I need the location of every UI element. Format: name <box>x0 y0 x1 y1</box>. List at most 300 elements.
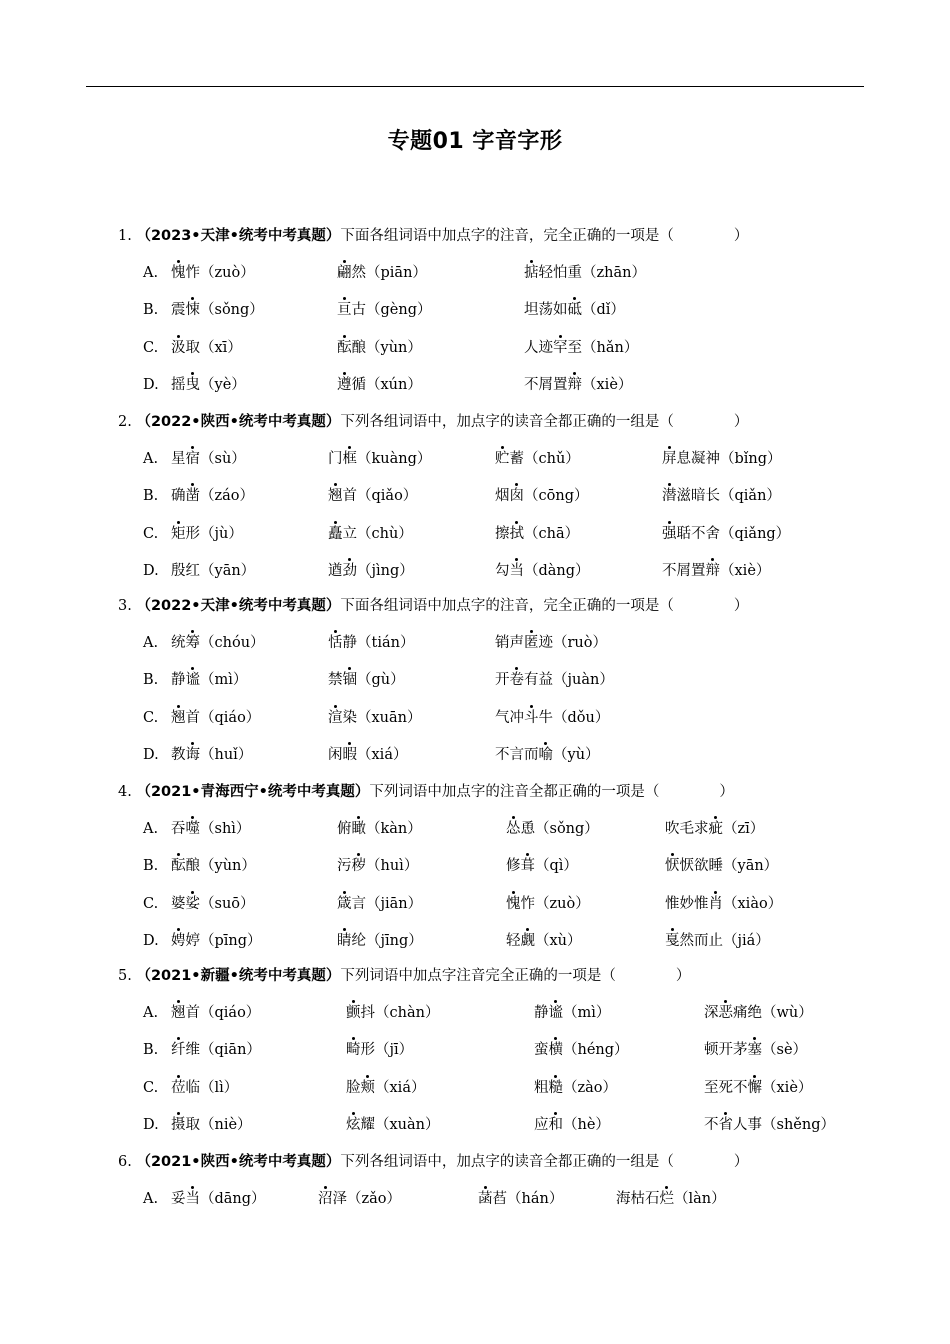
word-suffix: （xiè） <box>582 376 633 393</box>
word-prefix: 修 <box>506 858 521 875</box>
option-label: A. <box>143 635 159 652</box>
word-item <box>337 375 422 395</box>
answer-paren-close: ） <box>733 1154 749 1170</box>
word-suffix: （chóu） <box>200 635 265 652</box>
word-suffix: 首（qiǎo） <box>342 488 418 505</box>
word-suffix: 首（qiáo） <box>185 709 261 726</box>
word-suffix: 循（xún） <box>351 376 422 393</box>
word-suffix: （xiè） <box>720 562 771 579</box>
answer-paren-close: ） <box>733 414 749 430</box>
dotted-char: 愧 <box>171 265 186 282</box>
word-item <box>171 670 247 690</box>
dotted-char: 暇 <box>342 746 357 763</box>
option-label: C. <box>143 339 159 356</box>
word-prefix: 门 <box>328 451 343 468</box>
dotted-char: 翘 <box>171 709 186 726</box>
word-suffix: 牛（dǒu） <box>538 709 610 726</box>
question-text: 下面各组词语中加点字的注音，完全正确的一项是（ <box>340 598 674 614</box>
word-suffix: 酿（yùn） <box>185 858 256 875</box>
word-prefix: 静 <box>534 1005 549 1022</box>
dotted-char: 喻 <box>538 746 553 763</box>
word-prefix: 俯 <box>337 821 352 838</box>
option-label: D. <box>143 562 159 579</box>
word-item <box>704 1115 835 1135</box>
word-item <box>337 300 431 320</box>
option-label: C. <box>143 525 159 542</box>
word-suffix: （dàng） <box>524 562 590 579</box>
word-prefix: 脸 <box>346 1079 361 1096</box>
word-item <box>171 894 255 914</box>
word-item <box>524 338 638 358</box>
dotted-char: 曳 <box>185 376 200 393</box>
word-suffix: 聒不舍（qiǎng） <box>676 525 791 542</box>
dotted-char: 恹 <box>665 858 680 875</box>
dotted-char: 睛 <box>337 932 352 949</box>
word-suffix: （kàn） <box>366 821 422 838</box>
word-item <box>495 561 590 581</box>
word-item <box>665 894 782 914</box>
dotted-char: 翘 <box>328 488 343 505</box>
dotted-char: 框 <box>342 451 357 468</box>
dotted-char: 潜 <box>662 488 677 505</box>
word-prefix: 婆 <box>171 895 186 912</box>
question-source: （2023•天津•统考中考真题） <box>136 228 341 244</box>
word-item <box>337 338 422 358</box>
word-item <box>346 1078 425 1098</box>
dotted-char: 觑 <box>520 932 535 949</box>
word-suffix: 有益（juàn） <box>524 672 614 689</box>
word-prefix: 轻 <box>506 932 521 949</box>
option-label: D. <box>143 376 159 393</box>
word-suffix: （chā） <box>524 525 580 542</box>
word-suffix: （làn） <box>674 1191 726 1208</box>
word-item <box>346 1040 413 1060</box>
dotted-char: 翘 <box>171 1005 186 1022</box>
word-suffix: （jìng） <box>357 562 414 579</box>
word-item <box>171 263 255 283</box>
word-item <box>171 1078 238 1098</box>
word-prefix: 蛮 <box>534 1042 549 1059</box>
word-item <box>524 300 625 320</box>
word-suffix: 恿（sǒng） <box>520 821 599 838</box>
word-item <box>506 931 582 951</box>
word-prefix: 惟妙惟 <box>665 895 709 912</box>
word-item <box>171 931 262 951</box>
dotted-char: 亘 <box>337 302 352 319</box>
word-suffix: （huì） <box>366 858 419 875</box>
question-number: 4. <box>118 784 132 800</box>
word-prefix: 至死不 <box>704 1079 748 1096</box>
word-item <box>534 1040 629 1060</box>
dotted-char: 矗 <box>328 525 343 542</box>
word-item <box>704 1040 807 1060</box>
word-prefix: 教 <box>171 746 186 763</box>
question-number: 5. <box>118 968 132 984</box>
word-suffix: 形（jù） <box>185 525 243 542</box>
dotted-char: 菡 <box>478 1191 493 1208</box>
word-item <box>171 486 254 506</box>
word-suffix: 迹（ruò） <box>538 635 607 652</box>
dotted-char: 谧 <box>548 1005 563 1022</box>
dotted-char: 砥 <box>567 302 582 319</box>
dotted-char: 屏 <box>662 451 677 468</box>
word-item <box>337 856 418 876</box>
dotted-char: 凿 <box>185 488 200 505</box>
word-suffix: 轻怕重（zhān） <box>538 265 646 282</box>
dotted-char: 畸 <box>346 1042 361 1059</box>
dotted-char: 颊 <box>360 1079 375 1096</box>
question-source: （2022•陕西•统考中考真题） <box>136 414 341 430</box>
word-suffix: 取（xī） <box>185 339 242 356</box>
dotted-char: 炫 <box>346 1116 361 1133</box>
word-item <box>534 1078 617 1098</box>
dotted-char: 摄 <box>171 1116 186 1133</box>
dotted-char: 噬 <box>185 821 200 838</box>
option-label: D. <box>143 932 159 949</box>
word-item <box>495 745 600 765</box>
word-suffix: （sè） <box>762 1042 808 1059</box>
dotted-char: 娑 <box>185 895 200 912</box>
word-suffix: 临（lì） <box>185 1079 239 1096</box>
option-label: D. <box>143 746 159 763</box>
dotted-char: 箴 <box>337 895 352 912</box>
word-suffix: 首（qiáo） <box>185 1005 261 1022</box>
option-label: C. <box>143 1079 159 1096</box>
option-label: B. <box>143 488 159 505</box>
word-suffix: （xiá） <box>357 746 408 763</box>
word-item <box>171 449 246 469</box>
word-suffix: 静（tián） <box>342 635 415 652</box>
word-prefix: 吞 <box>171 821 186 838</box>
dotted-char: 懈 <box>747 1079 762 1096</box>
dotted-char: 渲 <box>328 709 343 726</box>
word-item <box>346 1003 439 1023</box>
dotted-char: 汲 <box>171 339 186 356</box>
question-number: 3. <box>118 598 132 614</box>
word-item <box>171 633 265 653</box>
word-suffix: （shì） <box>200 821 251 838</box>
word-prefix: 确 <box>171 488 186 505</box>
word-suffix: 怍（zuò） <box>185 265 255 282</box>
word-item <box>337 894 422 914</box>
word-suffix: 形（jī） <box>360 1042 414 1059</box>
word-item <box>495 708 609 728</box>
word-suffix: 然而止（jiá） <box>679 932 770 949</box>
word-suffix: 恹欲睡（yān） <box>679 858 779 875</box>
word-prefix: 统 <box>171 635 186 652</box>
word-prefix: 不 <box>704 1116 719 1133</box>
dotted-char: 囱 <box>509 488 524 505</box>
word-prefix: 海枯石 <box>616 1191 660 1208</box>
word-item <box>665 856 778 876</box>
word-item <box>524 263 646 283</box>
option-label: B. <box>143 302 159 319</box>
word-item <box>328 670 405 690</box>
word-suffix: 至（hǎn） <box>567 339 639 356</box>
word-suffix: （yè） <box>200 376 246 393</box>
word-suffix: （dǐ） <box>582 302 625 319</box>
word-item <box>171 1003 260 1023</box>
word-suffix: 立（chù） <box>342 525 413 542</box>
word-prefix: 震 <box>171 302 186 319</box>
word-item <box>171 856 256 876</box>
word-item <box>171 524 243 544</box>
dotted-char: 矩 <box>171 525 186 542</box>
word-item <box>328 561 414 581</box>
word-suffix: （xiè） <box>762 1079 813 1096</box>
dotted-char: 翩 <box>337 265 352 282</box>
word-item <box>616 1189 726 1209</box>
word-prefix: 应 <box>534 1116 549 1133</box>
word-item <box>171 561 255 581</box>
dotted-char: 戛 <box>665 932 680 949</box>
word-suffix: （sǒng） <box>200 302 264 319</box>
word-suffix: （hè） <box>563 1116 610 1133</box>
word-item <box>328 708 422 728</box>
word-suffix: （héng） <box>563 1042 629 1059</box>
word-suffix: 取（niè） <box>185 1116 252 1133</box>
word-suffix: 古（gèng） <box>351 302 432 319</box>
word-suffix: （mì） <box>200 672 248 689</box>
word-suffix: 纶（jīng） <box>351 932 423 949</box>
dotted-char: 莅 <box>171 1079 186 1096</box>
dotted-char: 秽 <box>351 858 366 875</box>
dotted-char: 瞰 <box>351 821 366 838</box>
word-prefix: 深 <box>704 1005 719 1022</box>
question-stem <box>118 1152 748 1172</box>
word-prefix: 遒 <box>328 562 343 579</box>
page-title: 专题01 字音字形 <box>387 129 563 154</box>
question-source: （2021•陕西•统考中考真题） <box>136 1154 341 1170</box>
word-prefix: 销声 <box>495 635 524 652</box>
word-prefix: 闲 <box>328 746 343 763</box>
word-suffix: 酿（yùn） <box>351 339 422 356</box>
answer-paren-close: ） <box>733 228 749 244</box>
word-item <box>171 708 260 728</box>
question-stem <box>118 226 748 246</box>
dotted-char: 匿 <box>524 635 539 652</box>
dotted-char: 诲 <box>185 746 200 763</box>
word-prefix: 不言而 <box>495 746 539 763</box>
word-prefix: 烟 <box>495 488 510 505</box>
word-item <box>506 856 578 876</box>
option-label: C. <box>143 895 159 912</box>
word-suffix: （xù） <box>535 932 582 949</box>
dotted-char: 纤 <box>171 1042 186 1059</box>
word-suffix: （záo） <box>200 488 255 505</box>
dotted-char: 酝 <box>171 858 186 875</box>
word-suffix: 然（piān） <box>351 265 427 282</box>
dotted-char: 宿 <box>185 451 200 468</box>
word-suffix: 染（xuān） <box>342 709 422 726</box>
dotted-char: 酝 <box>337 339 352 356</box>
word-suffix: 萏（hán） <box>492 1191 564 1208</box>
dotted-char: 当 <box>185 1191 200 1208</box>
dotted-char: 卷 <box>509 672 524 689</box>
word-item <box>662 524 790 544</box>
word-suffix: 婷（pīng） <box>185 932 262 949</box>
dotted-char: 当 <box>509 562 524 579</box>
word-suffix: 痛绝（wù） <box>733 1005 813 1022</box>
word-item <box>704 1003 813 1023</box>
word-item <box>478 1189 563 1209</box>
word-prefix: 人迹 <box>524 339 553 356</box>
dotted-char: 烂 <box>659 1191 674 1208</box>
dotted-char: 葺 <box>520 858 535 875</box>
dotted-char: 横 <box>548 1042 563 1059</box>
question-text: 下列词语中加点字的注音全都正确的一项是（ <box>369 784 660 800</box>
word-prefix: 气冲 <box>495 709 524 726</box>
word-prefix: 吹毛求 <box>665 821 709 838</box>
word-suffix: （suō） <box>200 895 255 912</box>
word-suffix: （zào） <box>563 1079 618 1096</box>
word-item <box>534 1115 610 1135</box>
word-suffix: 蓄（chǔ） <box>509 451 580 468</box>
answer-paren-close: ） <box>675 968 691 984</box>
word-item <box>662 486 781 506</box>
word-item <box>337 263 427 283</box>
dotted-char: 遵 <box>337 376 352 393</box>
option-label: B. <box>143 1042 159 1059</box>
word-item <box>524 375 632 395</box>
word-prefix: 粗 <box>534 1079 549 1096</box>
option-label: B. <box>143 858 159 875</box>
word-prefix: 摇 <box>171 376 186 393</box>
word-item <box>328 633 414 653</box>
question-text: 下列各组词语中，加点字的读音全都正确的一组是（ <box>340 414 674 430</box>
word-suffix: （gù） <box>357 672 405 689</box>
word-item <box>328 449 431 469</box>
question-source: （2022•天津•统考中考真题） <box>136 598 341 614</box>
word-prefix: 禁 <box>328 672 343 689</box>
word-prefix: 不屑置 <box>524 376 568 393</box>
option-label: D. <box>143 1116 159 1133</box>
option-label: A. <box>143 821 159 838</box>
option-label: A. <box>143 265 159 282</box>
dotted-char: 掂 <box>524 265 539 282</box>
word-prefix: 擦 <box>495 525 510 542</box>
dotted-char: 辩 <box>705 562 720 579</box>
dotted-char: 和 <box>548 1116 563 1133</box>
word-item <box>171 819 250 839</box>
word-prefix: 星 <box>171 451 186 468</box>
word-item <box>495 670 614 690</box>
dotted-char: 谧 <box>185 672 200 689</box>
word-suffix: （mì） <box>563 1005 611 1022</box>
word-item <box>171 745 252 765</box>
dotted-char: 罕 <box>553 339 568 356</box>
word-item <box>662 449 782 469</box>
question-stem <box>118 596 748 616</box>
word-suffix: 维（qiān） <box>185 1042 261 1059</box>
question-text: 下列词语中加点字注音完全正确的一项是（ <box>340 968 616 984</box>
word-item <box>506 894 590 914</box>
word-item <box>171 1189 266 1209</box>
word-prefix: 勾 <box>495 562 510 579</box>
word-suffix: 怍（zuò） <box>520 895 590 912</box>
dotted-char: 沼 <box>318 1191 333 1208</box>
word-item <box>171 375 246 395</box>
question-text: 下面各组词语中加点字的注音，完全正确的一项是（ <box>340 228 674 244</box>
word-suffix: 息凝神（bǐng） <box>676 451 782 468</box>
word-item <box>318 1189 401 1209</box>
word-item <box>171 1115 252 1135</box>
question-source: （2021•新疆•统考中考真题） <box>136 968 341 984</box>
word-prefix: 妥 <box>171 1191 186 1208</box>
word-suffix: 滋暗长（qiǎn） <box>676 488 781 505</box>
word-item <box>346 1115 440 1135</box>
dotted-char: 辩 <box>567 376 582 393</box>
word-suffix: 言（jiān） <box>351 895 423 912</box>
word-item <box>495 524 579 544</box>
word-suffix: 抖（chàn） <box>360 1005 440 1022</box>
word-suffix: （xiá） <box>375 1079 426 1096</box>
word-item <box>171 300 264 320</box>
word-item <box>665 931 770 951</box>
dotted-char: 强 <box>662 525 677 542</box>
word-suffix: （xiào） <box>723 895 783 912</box>
option-label: A. <box>143 1191 159 1208</box>
word-prefix: 污 <box>337 858 352 875</box>
word-item <box>495 633 607 653</box>
word-suffix: 耀（xuàn） <box>360 1116 440 1133</box>
word-item <box>495 486 588 506</box>
dotted-char: 筹 <box>185 635 200 652</box>
option-label: B. <box>143 672 159 689</box>
word-prefix: 殷红（yān） <box>171 562 256 579</box>
word-prefix: 顿开茅 <box>704 1042 748 1059</box>
option-label: A. <box>143 451 159 468</box>
word-item <box>171 1040 261 1060</box>
word-suffix: 人事（shěng） <box>733 1116 835 1133</box>
question-text: 下列各组词语中，加点字的读音全都正确的一组是（ <box>340 1154 674 1170</box>
dotted-char: 拭 <box>509 525 524 542</box>
word-item <box>495 449 580 469</box>
answer-paren-close: ） <box>719 784 734 800</box>
answer-paren-close: ） <box>733 598 749 614</box>
question-source: （2021•青海西宁•统考中考真题） <box>136 784 370 800</box>
word-prefix: 静 <box>171 672 186 689</box>
dotted-char: 恶 <box>718 1005 733 1022</box>
dotted-char: 悚 <box>185 302 200 319</box>
header-rule <box>86 86 864 87</box>
word-item <box>704 1078 812 1098</box>
word-item <box>506 819 599 839</box>
word-item <box>337 819 422 839</box>
dotted-char: 劲 <box>342 562 357 579</box>
dotted-char: 颤 <box>346 1005 361 1022</box>
word-suffix: （dāng） <box>200 1191 266 1208</box>
dotted-char: 塞 <box>747 1042 762 1059</box>
option-label: A. <box>143 1005 159 1022</box>
question-number: 2. <box>118 414 132 430</box>
question-stem <box>118 966 690 986</box>
word-suffix: 泽（zǎo） <box>332 1191 402 1208</box>
word-item <box>337 931 423 951</box>
word-suffix: （yù） <box>553 746 600 763</box>
word-prefix: 坦荡如 <box>524 302 568 319</box>
dotted-char: 疵 <box>708 821 723 838</box>
dotted-char: 省 <box>718 1116 733 1133</box>
word-item <box>328 524 413 544</box>
word-suffix: （huǐ） <box>200 746 253 763</box>
dotted-char: 糙 <box>548 1079 563 1096</box>
dotted-char: 贮 <box>495 451 510 468</box>
question-number: 6. <box>118 1154 132 1170</box>
word-suffix: （qì） <box>535 858 578 875</box>
dotted-char: 怂 <box>506 821 521 838</box>
word-suffix: （kuàng） <box>357 451 432 468</box>
